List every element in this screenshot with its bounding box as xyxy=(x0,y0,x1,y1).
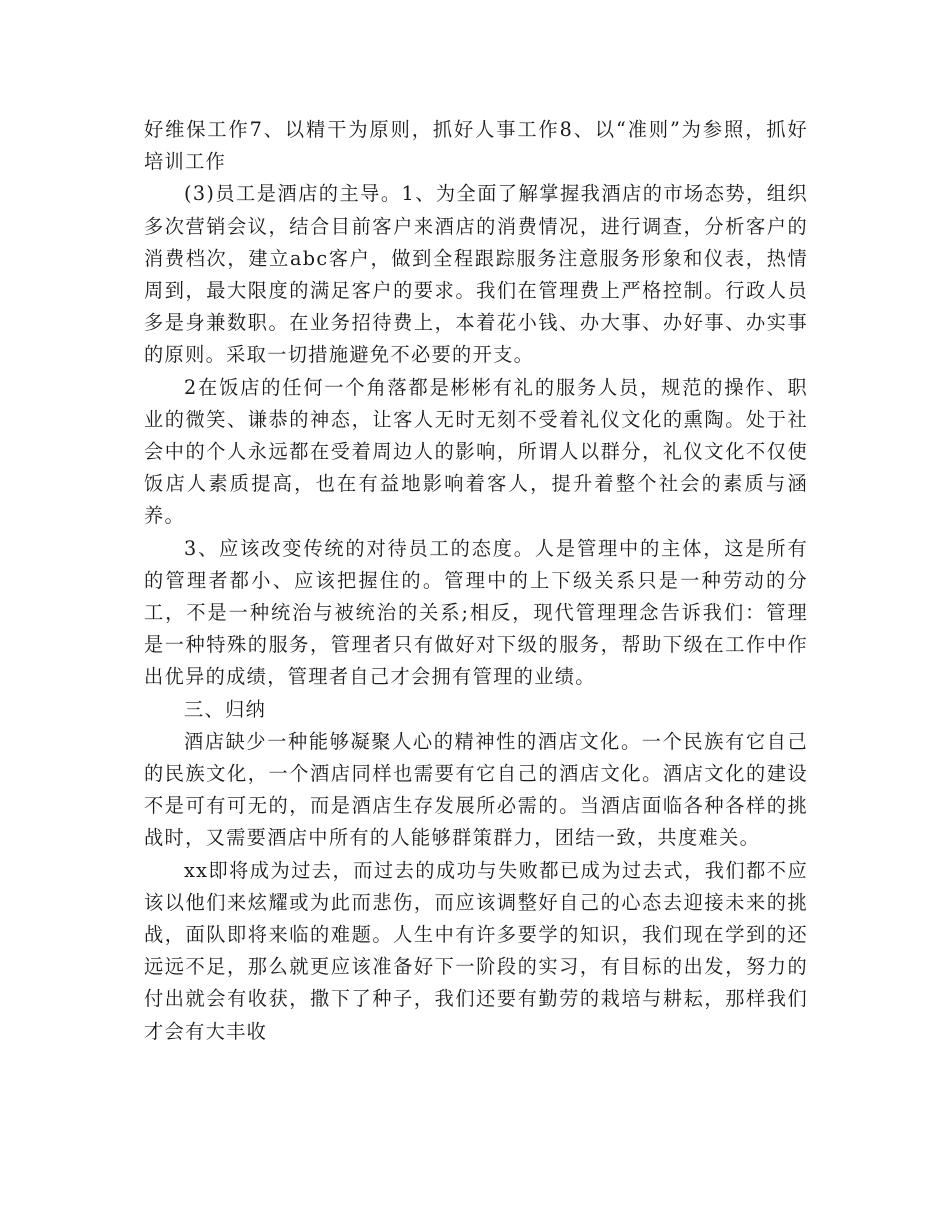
paragraph-5: 酒店缺少一种能够凝聚人心的精神性的酒店文化。一个民族有它自己的民族文化，一个酒店同样也需要有它自己的酒店文化。酒店文化的建设不是可有可无的，而是酒店生存发展所必需的。当酒店面临各种各样的挑战时，又需要酒店中所有的人能够群策群力，团结一致，共度难关。 xyxy=(144,729,808,850)
paragraph-4: 3、应该改变传统的对待员工的态度。人是管理中的主体，这是所有的管理者都小、应该把握住的。管理中的上下级关系只是一种劳动的分工，不是一种统治与被统治的关系;相反，现代管理理念告诉我们：管理是一种特殊的服务，管理者只有做好对下级的服务，帮助下级在工作中作出优异的成绩，管理者自己才会拥有管理的业绩。 xyxy=(144,536,808,689)
paragraph-3: 2在饭店的任何一个角落都是彬彬有礼的服务人员，规范的操作、职业的微笑、谦恭的神态，让客人无时无刻不受着礼仪文化的熏陶。处于社会中的个人永远都在受着周边人的影响，所谓人以群分，礼仪文化不仅使饭店人素质提高，也在有益地影响着客人，提升着整个社会的素质与涵养。 xyxy=(144,375,808,528)
section-heading: 三、归纳 xyxy=(184,697,267,721)
paragraph-6: xx即将成为过去，而过去的成功与失败都已成为过去式，我们都不应该以他们来炫耀或为此而悲伤，而应该调整好自己的心态去迎接未来的挑战，面队即将来临的难题。人生中有许多要学的知识，我们现在学到的还远远不足，那么就更应该准备好下一阶段的实习，有目标的出发，努力的付出就会有收获，撒下了种子，我们还要有勤劳的栽培与耕耘，那样我们才会有大丰收 xyxy=(144,858,808,1043)
paragraph-1: 好维保工作7、以精干为原则，抓好人事工作8、以“准则”为参照，抓好培训工作 xyxy=(144,118,808,174)
paragraph-2: (3)员工是酒店的主导。1、为全面了解掌握我酒店的市场态势，组织多次营销会议，结合目前客户来酒店的消费情况，进行调查，分析客户的消费档次，建立abc客户，做到全程跟踪服务注意服务形象和仪表，热情周到，最大限度的满足客户的要求。我们在管理费上严格控制。行政人员多是身兼数职。在业务招待费上，本着花小钱、办大事、办好事、办实事的原则。采取一切措施避免不必要的开支。 xyxy=(144,182,808,367)
document-page xyxy=(144,114,808,1048)
